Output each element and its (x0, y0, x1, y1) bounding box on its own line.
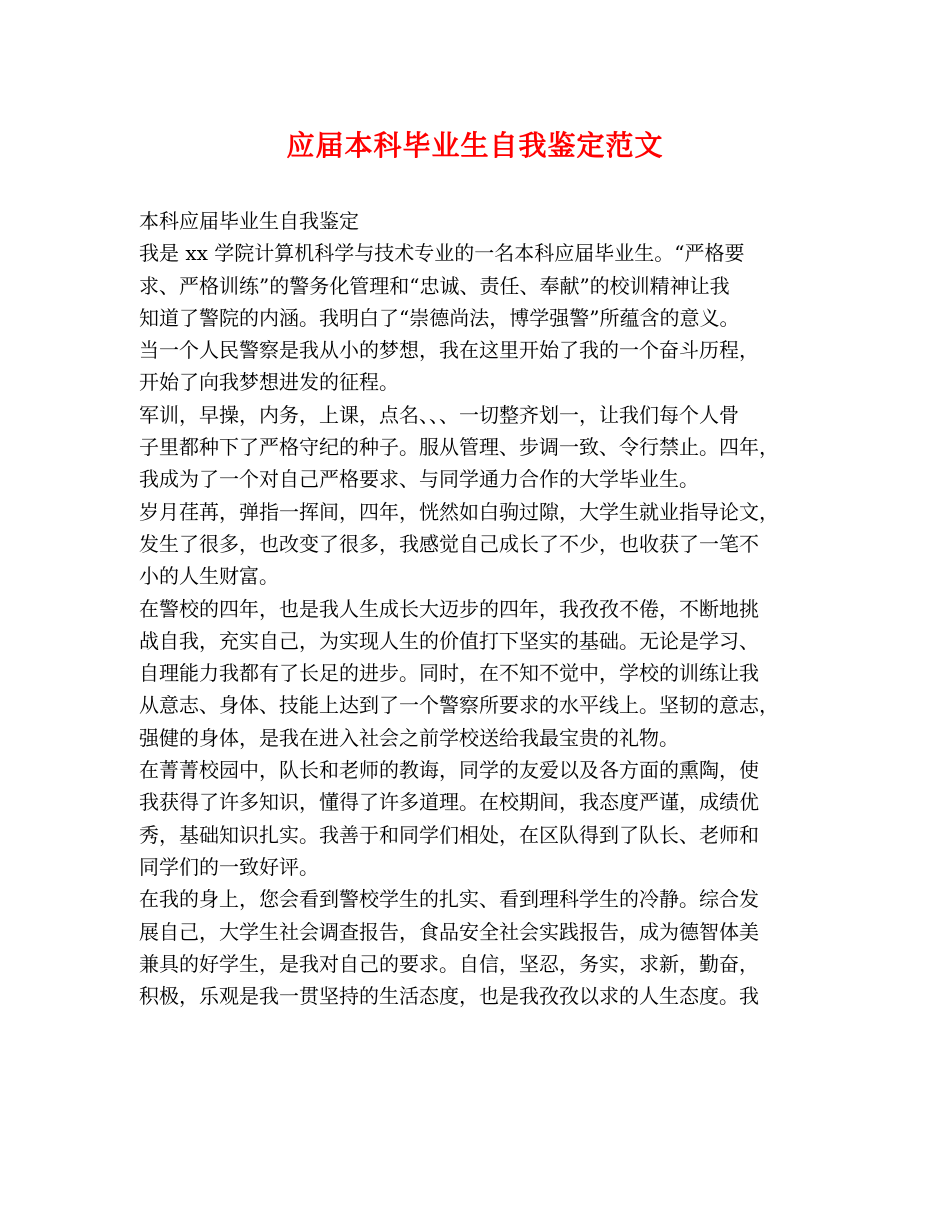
body-line: 积极，乐观是我一贯坚持的生活态度，也是我孜孜以求的人生态度。我 (139, 984, 759, 1009)
body-line: 我是 xx 学院计算机科学与技术专业的一名本科应届毕业生。“严格要 (139, 241, 745, 266)
body-line: 战自我，充实自己，为实现人生的价值打下坚实的基础。无论是学习、 (139, 628, 759, 653)
body-line: 开始了向我梦想进发的征程。 (139, 370, 399, 395)
body-line: 强健的身体，是我在进入社会之前学校送给我最宝贵的礼物。 (139, 725, 679, 750)
body-line: 当一个人民警察是我从小的梦想，我在这里开始了我的一个奋斗历程， (139, 338, 759, 363)
body-line: 我获得了许多知识，懂得了许多道理。在校期间，我态度严谨，成绩优 (139, 790, 759, 815)
body-line: 发生了很多，也改变了很多，我感觉自己成长了不少，也收获了一笔不 (139, 531, 759, 556)
body-line: 同学们的一致好评。 (139, 854, 319, 879)
document-title: 应届本科毕业生自我鉴定范文 (286, 129, 664, 162)
body-line: 兼具的好学生，是我对自己的要求。自信，坚忍，务实，求新，勤奋， (139, 951, 759, 976)
body-line: 在我的身上，您会看到警校学生的扎实、看到理科学生的冷静。综合发 (139, 887, 759, 912)
body-line: 展自己，大学生社会调查报告，食品安全社会实践报告，成为德智体美 (139, 919, 759, 944)
body-line: 子里都种下了严格守纪的种子。服从管理、步调一致、令行禁止。四年， (139, 435, 779, 460)
body-line: 小的人生财富。 (139, 564, 279, 589)
body-line: 知道了警院的内涵。我明白了“崇德尚法，博学强警”所蕴含的意义。 (139, 305, 740, 330)
body-line: 从意志、身体、技能上达到了一个警察所要求的水平线上。坚韧的意志， (139, 693, 779, 718)
body-line: 自理能力我都有了长足的进步。同时，在不知不觉中，学校的训练让我 (139, 661, 759, 686)
body-line: 求、严格训练”的警务化管理和“忠诚、责任、奉献”的校训精神让我 (139, 273, 730, 298)
body-line: 在警校的四年，也是我人生成长大迈步的四年，我孜孜不倦，不断地挑 (139, 596, 759, 621)
body-line: 秀，基础知识扎实。我善于和同学们相处，在区队得到了队长、老师和 (139, 822, 759, 847)
body-line: 岁月荏苒，弹指一挥间，四年，恍然如白驹过隙，大学生就业指导论文， (139, 499, 779, 524)
body-line: 在菁菁校园中，队长和老师的教诲，同学的友爱以及各方面的熏陶，使 (139, 758, 759, 783)
body-line: 我成为了一个对自己严格要求、与同学通力合作的大学毕业生。 (139, 467, 699, 492)
body-line: 本科应届毕业生自我鉴定 (139, 209, 359, 233)
body-line: 军训，早操，内务，上课，点名、、、一切整齐划一，让我们每个人骨 (139, 402, 739, 427)
document-body (139, 205, 829, 1012)
